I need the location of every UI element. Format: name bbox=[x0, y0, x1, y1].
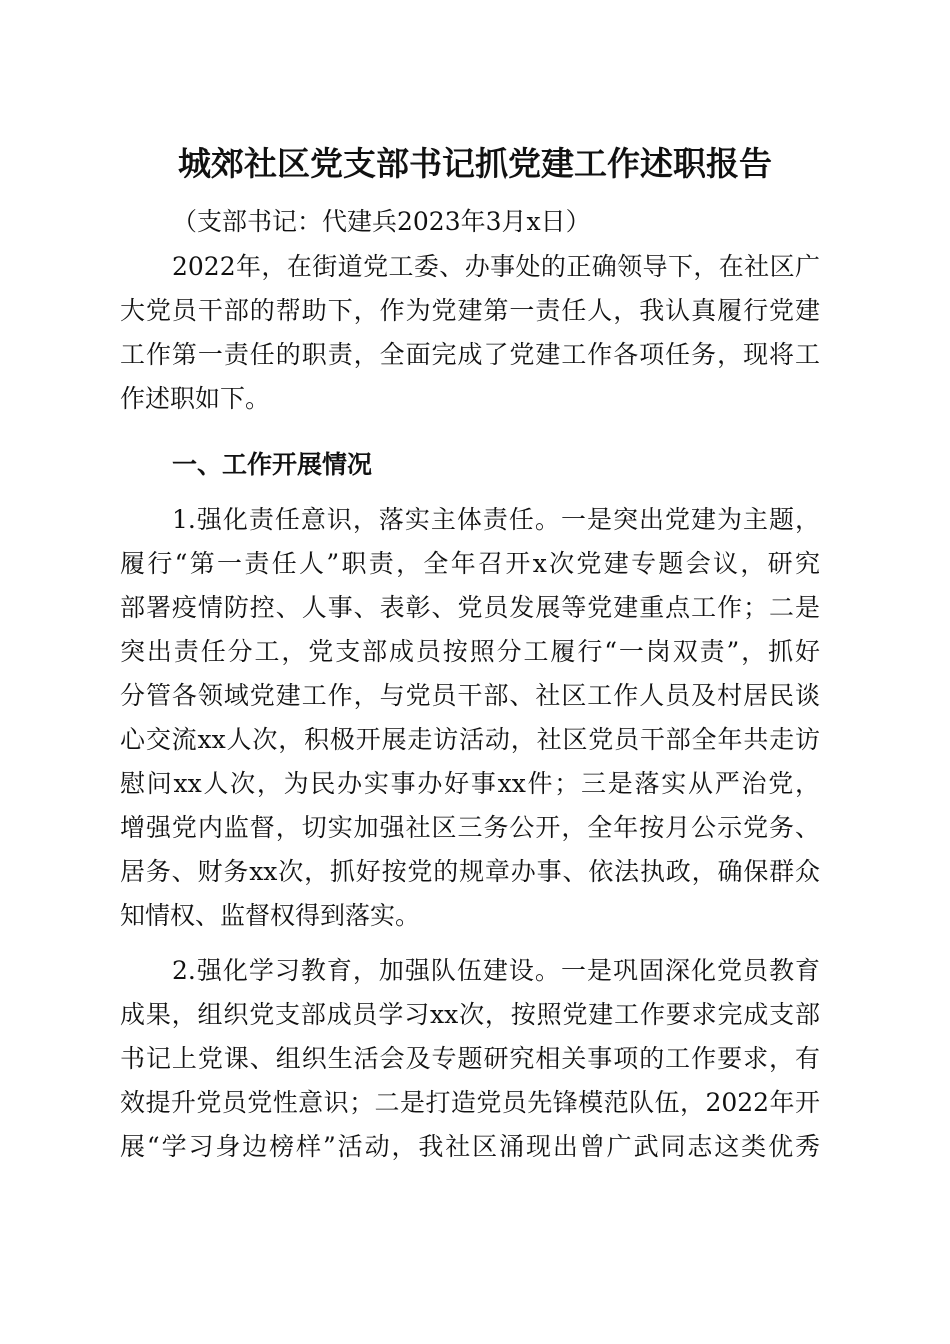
text-line: 部署疫情防控、人事、表彰、党员发展等党建重点工作；二是 bbox=[120, 593, 820, 622]
paragraph-2 bbox=[120, 949, 820, 1169]
text-line: 分管各领域党建工作，与党员干部、社区工作人员及村居民谈 bbox=[120, 681, 820, 710]
text-line: 心交流xx人次，积极开展走访活动，社区党员干部全年共走访 bbox=[120, 725, 820, 754]
paragraph-1 bbox=[120, 498, 820, 938]
text-line: 工作第一责任的职责，全面完成了党建工作各项任务，现将工 bbox=[120, 340, 820, 369]
text-line: 2022年，在街道党工委、办事处的正确领导下，在社区广 bbox=[172, 252, 820, 281]
text-line: 书记上党课、组织生活会及专题研究相关事项的工作要求，有 bbox=[120, 1044, 820, 1073]
text-line: 作述职如下。 bbox=[120, 384, 271, 413]
paragraph-intro bbox=[120, 245, 820, 421]
document-title: 城郊社区党支部书记抓党建工作述职报告 bbox=[178, 144, 772, 183]
text-line: 1.强化责任意识，落实主体责任。一是突出党建为主题， bbox=[172, 505, 820, 534]
section-heading: 一、工作开展情况 bbox=[172, 450, 373, 479]
text-line: 突出责任分工，党支部成员按照分工履行“一岗双责”，抓好 bbox=[120, 637, 820, 666]
text-line: 大党员干部的帮助下，作为党建第一责任人，我认真履行党建 bbox=[120, 296, 820, 325]
text-line: 知情权、监督权得到落实。 bbox=[120, 901, 421, 930]
text-line: 履行“第一责任人”职责，全年召开x次党建专题会议，研究 bbox=[120, 549, 820, 578]
text-line: 展“学习身边榜样”活动，我社区涌现出曾广武同志这类优秀 bbox=[120, 1132, 820, 1161]
text-line: 效提升党员党性意识；二是打造党员先锋模范队伍，2022年开 bbox=[120, 1088, 820, 1117]
text-line: 居务、财务xx次，抓好按党的规章办事、依法执政，确保群众 bbox=[120, 857, 820, 886]
text-line: 增强党内监督，切实加强社区三务公开，全年按月公示党务、 bbox=[120, 813, 820, 842]
text-line: 慰问xx人次，为民办实事办好事xx件；三是落实从严治党， bbox=[120, 769, 820, 798]
text-line: 成果，组织党支部成员学习xx次，按照党建工作要求完成支部 bbox=[120, 1000, 820, 1029]
byline: （支部书记：代建兵2023年3月x日） bbox=[172, 207, 591, 236]
document-body bbox=[120, 200, 820, 1180]
text-line: 2.强化学习教育，加强队伍建设。一是巩固深化党员教育 bbox=[172, 956, 820, 985]
